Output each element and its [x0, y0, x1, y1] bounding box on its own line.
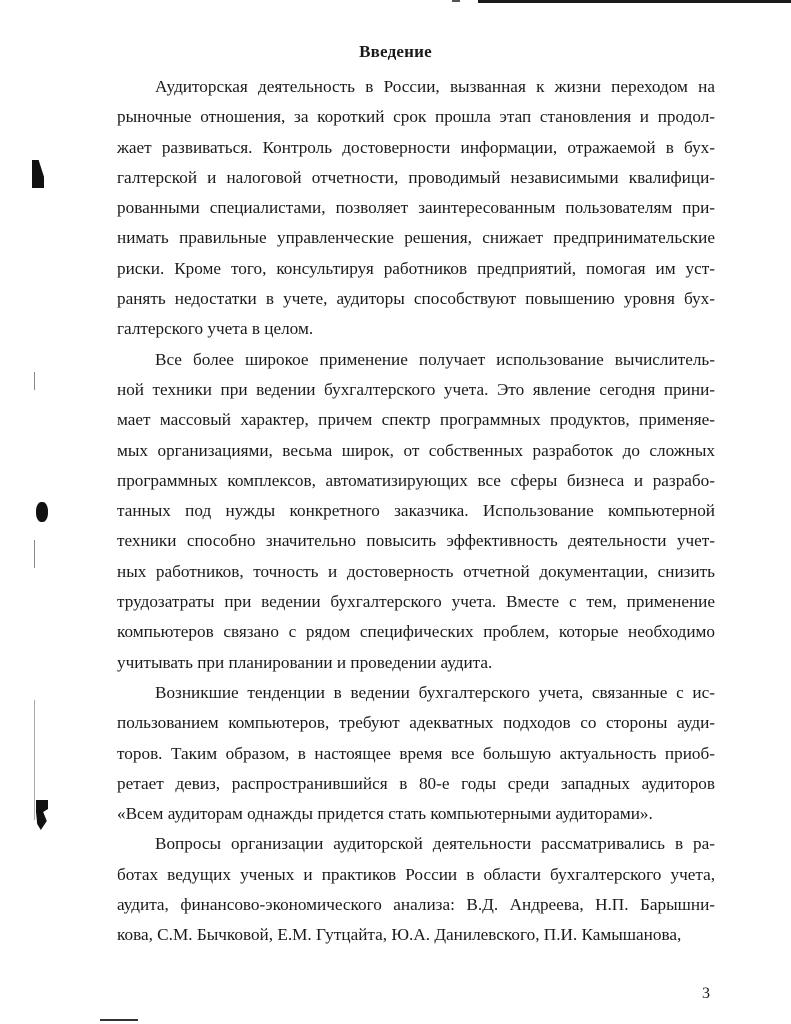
text-line: Возникшие тенденции в ведении бухгалтерского учета, связанные с ис-: [155, 682, 715, 702]
text-line: ранять недостатки в учете, аудиторы способствуют повышению уровня бух-: [117, 289, 715, 309]
scan-edge-rule: [100, 1019, 138, 1021]
text-line: рыночные отношения, за короткий срок прошла этап становления и продол-: [117, 107, 715, 127]
scan-artifact-line: [34, 540, 35, 568]
text-line: Аудиторская деятельность в России, вызванная к жизни переходом на: [155, 77, 715, 96]
text-line: галтерского учета в целом.: [117, 319, 314, 339]
page-title: Введение: [359, 42, 432, 61]
text-line: кова, С.М. Бычковой, Е.М. Гутцайта, Ю.А. Данилевского, П.И. Камышанова,: [117, 925, 682, 945]
text-line: ботах ведущих ученых и практиков России в области бухгалтерского учета,: [117, 864, 715, 884]
paragraph: [117, 829, 715, 950]
text-line: торов. Таким образом, в настоящее время все большую актуальность приоб-: [117, 743, 715, 763]
scan-artifact-line: [34, 372, 35, 390]
text-line: учитывать при планировании и проведении аудита.: [117, 652, 493, 672]
text-line: риски. Кроме того, консультируя работников предприятий, помогая им уст-: [117, 258, 715, 278]
scan-artifact-mark: [36, 800, 48, 830]
text-line: нимать правильные управленческие решения, снижает предпринимательские: [117, 228, 715, 248]
text-line: «Всем аудиторам однажды придется стать компьютерными аудиторами».: [117, 804, 653, 824]
paragraph: [117, 345, 715, 678]
text-line: ной техники при ведении бухгалтерского учета. Это явление сегодня прини-: [117, 379, 715, 399]
text-line: мает массовый характер, причем спектр программных продуктов, применяе-: [117, 410, 715, 430]
page-number: 3: [702, 985, 710, 1002]
text-line: пользованием компьютеров, требуют адекватных подходов со стороны ауди-: [117, 713, 715, 733]
scan-artifact-line: [34, 700, 35, 820]
text-line: жает развиваться. Контроль достоверности информации, отражаемой в бух-: [117, 137, 715, 157]
text-line: рованными специалистами, позволяет заинтересованным пользователям при-: [117, 198, 715, 218]
scan-artifact-mark: [36, 502, 48, 522]
text-line: галтерской и налоговой отчетности, проводимый независимыми квалифици-: [117, 167, 715, 187]
text-line: ретает девиз, распространившийся в 80-е годы среди западных аудиторов: [117, 773, 715, 793]
text-line: Все более широкое применение получает использование вычислитель-: [155, 349, 715, 369]
scan-speck: [452, 0, 460, 2]
scan-artifact-mark: [32, 160, 44, 188]
text-line: трудозатраты при ведении бухгалтерского учета. Вместе с тем, применение: [117, 592, 715, 612]
body-text: [117, 72, 715, 951]
text-line: компьютеров связано с рядом специфических проблем, которые необходимо: [117, 622, 715, 642]
text-line: аудита, финансово-экономического анализа: В.Д. Андреева, Н.П. Барышни-: [117, 895, 715, 915]
paragraph: [117, 678, 715, 829]
text-line: Вопросы организации аудиторской деятельности рассматривались в ра-: [155, 834, 715, 854]
text-line: программных комплексов, автоматизирующих все сферы бизнеса и разрабо-: [117, 470, 715, 490]
text-line: техники способно значительно повысить эффективность деятельности учет-: [117, 531, 715, 551]
text-line: танных под нужды конкретного заказчика. Использование компьютерной: [117, 501, 715, 521]
paragraph: [117, 72, 715, 345]
scan-edge-rule: [478, 0, 791, 3]
text-line: ных работников, точность и достоверность отчетной документации, снизить: [117, 561, 715, 581]
text-line: мых организациями, весьма широк, от собственных разработок до сложных: [117, 440, 715, 460]
